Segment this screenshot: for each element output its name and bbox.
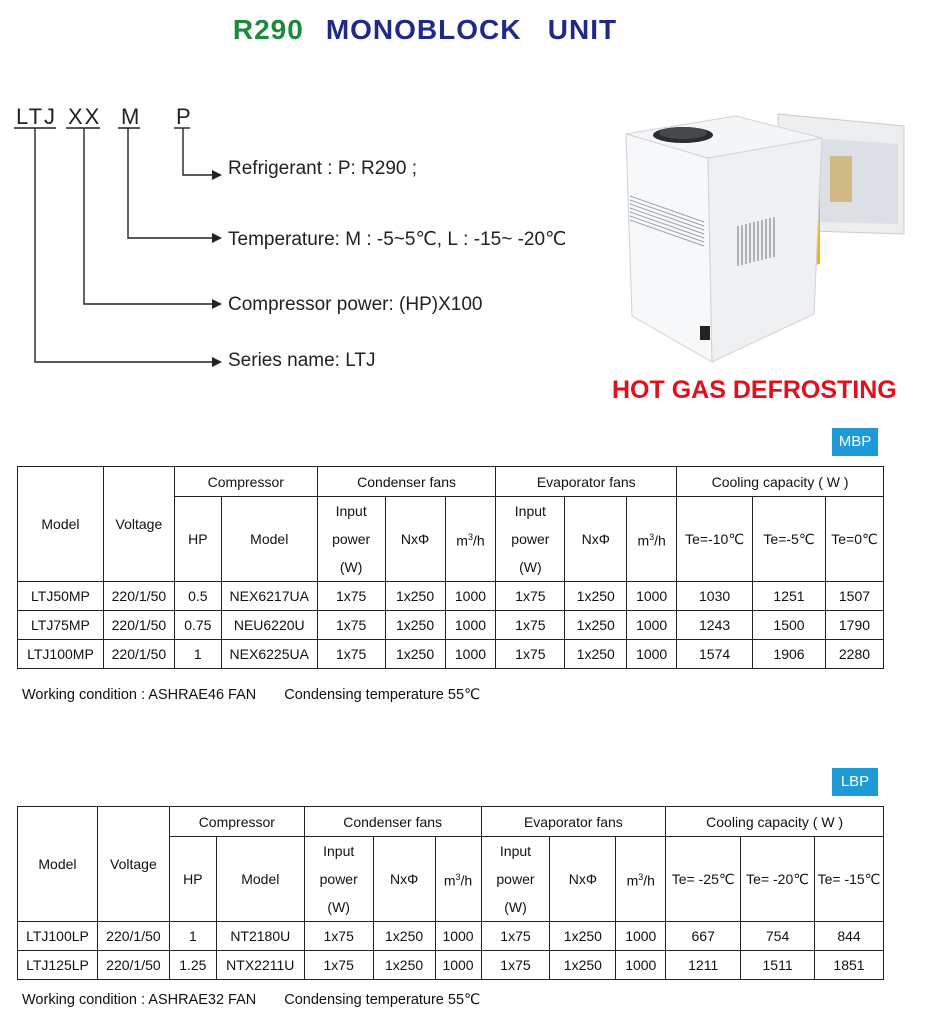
table-cell: 1x75: [481, 922, 550, 951]
header-condenser-airflow: $m^3/h$: [435, 837, 481, 922]
table-cell: 1000: [627, 640, 677, 669]
header-te-1: Te= -25℃: [666, 837, 741, 922]
table-cell: 1507: [825, 582, 883, 611]
header-hp: HP: [169, 837, 216, 922]
header-condenser-input-power: Input power (W): [304, 837, 373, 922]
header-te-3: Te= -15℃: [815, 837, 884, 922]
hot-gas-defrosting-caption: HOT GAS DEFROSTING: [612, 376, 897, 404]
code-temperature: M: [121, 104, 142, 129]
table-cell: 1x250: [565, 611, 627, 640]
table-cell: 220/1/50: [97, 951, 169, 980]
mbp-badge: MBP: [832, 428, 878, 456]
arrow-temperature: [212, 233, 222, 243]
table-cell: 1500: [753, 611, 826, 640]
table-cell: 1906: [753, 640, 826, 669]
table-cell: LTJ50MP: [18, 582, 104, 611]
table-cell: 1000: [445, 640, 496, 669]
header-compressor: Compressor: [169, 807, 304, 837]
table-cell: 1x75: [481, 951, 550, 980]
table-cell: 220/1/50: [103, 640, 174, 669]
table-cell: NT2180U: [216, 922, 304, 951]
table-cell: 1511: [741, 951, 815, 980]
header-evaporator-airflow: $m^3/h$: [616, 837, 666, 922]
header-condenser-fans: Condenser fans: [317, 467, 496, 497]
table-cell: 1790: [825, 611, 883, 640]
table-cell: 2280: [825, 640, 883, 669]
table-cell: 667: [666, 922, 741, 951]
code-series: LTJ: [16, 104, 58, 129]
header-evaporator-fans: Evaporator fans: [496, 467, 677, 497]
table-cell: 0.75: [174, 611, 221, 640]
table-cell: 1.25: [169, 951, 216, 980]
table-cell: 1000: [627, 611, 677, 640]
header-te-3: Te=0℃: [825, 497, 883, 582]
table-cell: NEU6220U: [221, 611, 317, 640]
header-condenser-nxphi: NxΦ: [373, 837, 435, 922]
table-cell: 1x250: [373, 951, 435, 980]
table-cell: 1x75: [304, 922, 373, 951]
header-compressor-model: Model: [216, 837, 304, 922]
arrow-power: [212, 299, 222, 309]
code-power: XX: [68, 104, 102, 129]
title-refrigerant: R290: [232, 14, 304, 45]
table-cell: 1x250: [373, 922, 435, 951]
header-voltage: Voltage: [103, 467, 174, 582]
lbp-spec-table: [17, 806, 884, 980]
table-cell: 1x75: [317, 640, 385, 669]
table-cell: 754: [741, 922, 815, 951]
table-cell: 1x75: [304, 951, 373, 980]
table-cell: NEX6225UA: [221, 640, 317, 669]
table-cell: 1574: [677, 640, 753, 669]
table-cell: LTJ125LP: [18, 951, 98, 980]
header-evaporator-input-power: Input power (W): [496, 497, 565, 582]
table-row: [18, 951, 884, 980]
table-cell: 1x250: [565, 640, 627, 669]
legend-refrigerant: Refrigerant : P: R290 ;: [228, 158, 418, 179]
header-evaporator-nxphi: NxΦ: [550, 837, 616, 922]
table-cell: 1000: [445, 611, 496, 640]
header-te-2: Te= -20℃: [741, 837, 815, 922]
table-row: [18, 611, 884, 640]
monoblock-unit-image: [608, 104, 918, 374]
table-cell: 1x75: [496, 582, 565, 611]
arrow-series: [212, 357, 222, 367]
title-unit: MONOBLOCK UNIT: [325, 14, 618, 45]
legend-compressor-power: Compressor power: (HP)X100: [228, 294, 483, 315]
table-cell: 1x250: [550, 951, 616, 980]
table-cell: 1000: [435, 951, 481, 980]
table-cell: LTJ100MP: [18, 640, 104, 669]
legend-temperature: Temperature: M : -5~5℃, L : -15~ -20℃: [228, 229, 567, 250]
table-cell: 1x250: [385, 582, 445, 611]
header-evaporator-input-power: Input power (W): [481, 837, 550, 922]
header-model: Model: [18, 807, 98, 922]
table-cell: 1243: [677, 611, 753, 640]
header-compressor: Compressor: [174, 467, 317, 497]
header-compressor-model: Model: [221, 497, 317, 582]
code-refrigerant: P: [176, 104, 193, 129]
header-voltage: Voltage: [97, 807, 169, 922]
table-cell: 1000: [445, 582, 496, 611]
table-cell: 1000: [435, 922, 481, 951]
header-cooling-capacity: Cooling capacity ( W ): [666, 807, 884, 837]
table-cell: 1x75: [317, 611, 385, 640]
arrow-refrigerant: [212, 170, 222, 180]
mbp-working-condition: Working condition : ASHRAE46 FAN Condensing temperature 55℃: [22, 687, 481, 703]
table-cell: 1x250: [385, 611, 445, 640]
table-cell: 1x75: [496, 611, 565, 640]
table-cell: 1000: [627, 582, 677, 611]
table-cell: 1x250: [565, 582, 627, 611]
table-cell: 1x75: [317, 582, 385, 611]
table-cell: 220/1/50: [97, 922, 169, 951]
header-condenser-input-power: Input power (W): [317, 497, 385, 582]
lbp-badge: LBP: [832, 768, 878, 796]
table-cell: 1: [169, 922, 216, 951]
table-cell: NEX6217UA: [221, 582, 317, 611]
table-cell: 1251: [753, 582, 826, 611]
table-cell: 1851: [815, 951, 884, 980]
table-row: [18, 582, 884, 611]
table-cell: LTJ75MP: [18, 611, 104, 640]
mbp-spec-table: [17, 466, 884, 669]
table-cell: 1211: [666, 951, 741, 980]
table-cell: 1030: [677, 582, 753, 611]
header-te-1: Te=-10℃: [677, 497, 753, 582]
table-cell: 1000: [616, 951, 666, 980]
header-cooling-capacity: Cooling capacity ( W ): [677, 467, 884, 497]
table-row: [18, 922, 884, 951]
table-cell: LTJ100LP: [18, 922, 98, 951]
table-cell: 844: [815, 922, 884, 951]
header-condenser-airflow: $m^3/h$: [445, 497, 496, 582]
header-condenser-fans: Condenser fans: [304, 807, 481, 837]
table-cell: 1x75: [496, 640, 565, 669]
header-condenser-nxphi: NxΦ: [385, 497, 445, 582]
table-cell: 1x250: [550, 922, 616, 951]
lbp-working-condition: Working condition : ASHRAE32 FAN Condensing temperature 55℃: [22, 992, 481, 1008]
table-cell: 1000: [616, 922, 666, 951]
table-cell: 220/1/50: [103, 611, 174, 640]
header-evaporator-fans: Evaporator fans: [481, 807, 666, 837]
table-cell: 1x250: [385, 640, 445, 669]
header-evaporator-airflow: $m^3/h$: [627, 497, 677, 582]
table-cell: NTX2211U: [216, 951, 304, 980]
header-hp: HP: [174, 497, 221, 582]
table-cell: 220/1/50: [103, 582, 174, 611]
table-cell: 1: [174, 640, 221, 669]
legend-series-name: Series name: LTJ: [228, 350, 376, 371]
table-cell: 0.5: [174, 582, 221, 611]
table-row: [18, 640, 884, 669]
header-evaporator-nxphi: NxΦ: [565, 497, 627, 582]
header-te-2: Te=-5℃: [753, 497, 826, 582]
header-model: Model: [18, 467, 104, 582]
